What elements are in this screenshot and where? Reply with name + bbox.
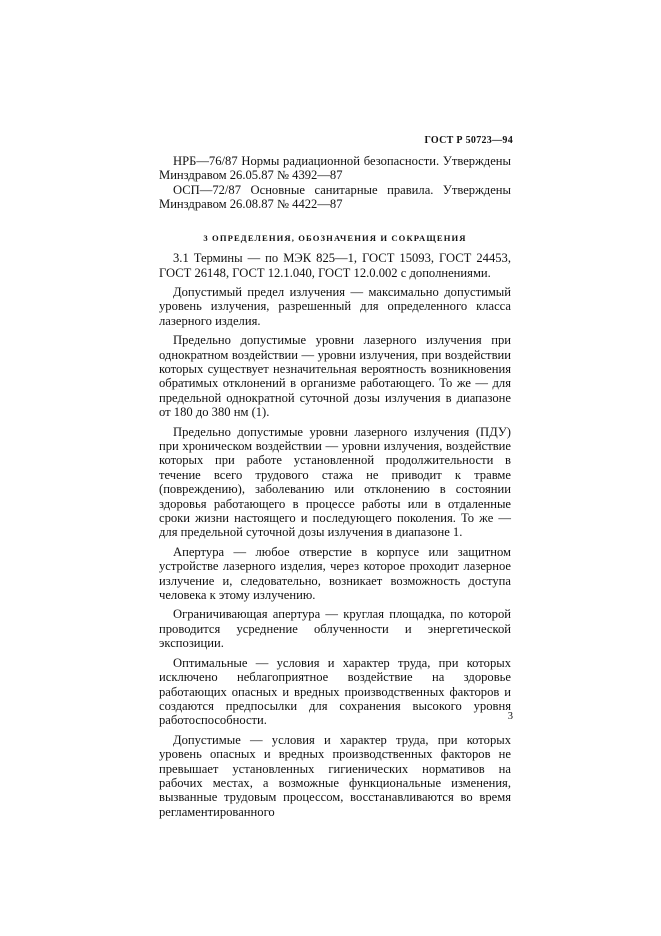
reference-nrb: НРБ—76/87 Нормы радиационной безопасности. Утверждены Минздравом 26.05.87 № 4392—87 — [159, 154, 511, 183]
paragraph-chronic-exposure-levels: Предельно допустимые уровни лазерного излучения (ПДУ) при хроническом воздействии — уровни излучения, воздействие которых при работе установленной продолжительности в течение всего трудового стажа не приводит к травме (повреждению), заболеванию или отклонению в состоянии здоровья работающего в процессе работы или в отдаленные сроки жизни настоящего и последующего поколения. То же — для предельной суточной дозы излучения в диапазоне 1. — [159, 424, 511, 540]
page-number: 3 — [507, 711, 513, 722]
paragraph-permissible-conditions: Допустимые — условия и характер труда, при которых уровень опасных и вредных производственных факторов не превышает установленных гигиенических нормативов на рабочих местах, а возможные функциональные изменения, вызванные трудовым процессом, восстанавливаются во время регламентированного — [159, 732, 511, 819]
paragraph-limiting-aperture: Ограничивающая апертура — круглая площадка, по которой проводится усреднение облученности и энергетической экспозиции. — [159, 607, 511, 651]
reference-osp: ОСП—72/87 Основные санитарные правила. Утверждены Минздравом 26.08.87 № 4422—87 — [159, 182, 511, 212]
paragraph-aperture: Апертура — любое отверстие в корпусе или защитном устройстве лазерного изделия, через которое проходит лазерное излучение и, следовательно, возникает возможность доступа человека к этому излучению. — [159, 544, 511, 603]
paragraph-permissible-limit: Допустимый предел излучения — максимально допустимый уровень излучения, разрешенный для определенного класса лазерного изделия. — [159, 284, 511, 328]
paragraph-optimal-conditions: Оптимальные — условия и характер труда, при которых исключено неблагоприятное воздействие на здоровье работающих опасных и вредных производственных факторов и создаются предпосылки для сохранения высокого уровня работоспособности. — [159, 655, 511, 728]
document-header-standard: ГОСТ Р 50723—94 — [424, 135, 513, 146]
paragraph-terms: 3.1 Термины — по МЭК 825—1, ГОСТ 15093, ГОСТ 24453, ГОСТ 26148, ГОСТ 12.1.040, ГОСТ 12.0.002 с дополнениями. — [159, 251, 511, 280]
page-content — [159, 154, 511, 819]
section-title: 3 ОПРЕДЕЛЕНИЯ, ОБОЗНАЧЕНИЯ И СОКРАЩЕНИЯ — [203, 232, 467, 243]
paragraph-single-exposure-levels: Предельно допустимые уровни лазерного излучения при однократном воздействии — уровни излучения, при воздействии которых существует незначительная вероятность возникновения обратимых отклонений в организме работающего. То же — для предельной однократной суточной дозы излучения в диапазоне от 180 до 380 нм (1). — [159, 333, 511, 420]
